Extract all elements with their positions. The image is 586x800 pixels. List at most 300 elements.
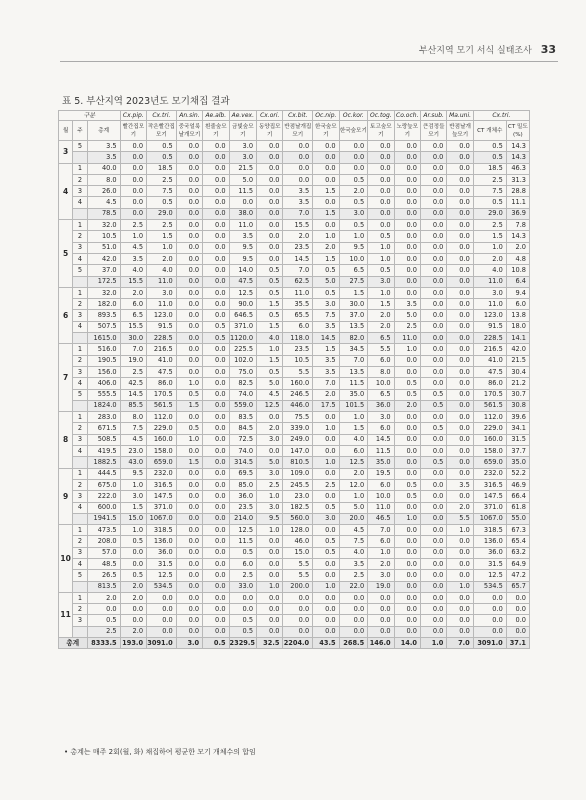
value-cell: 36.0	[473, 547, 506, 558]
value-cell: 2.0	[394, 400, 420, 411]
value-cell: 146.0	[368, 638, 394, 649]
value-cell: 2.0	[120, 581, 146, 592]
value-cell: 17.5	[313, 400, 339, 411]
value-cell: 7.0	[368, 525, 394, 536]
value-cell: 0.0	[203, 265, 229, 276]
value-cell: 0.0	[203, 604, 229, 615]
value-cell: 2329.5	[229, 638, 257, 649]
value-cell: 0.0	[176, 321, 202, 332]
value-cell: 4.0	[339, 547, 368, 558]
value-cell: 12.5	[473, 570, 506, 581]
value-cell: 3.5	[447, 479, 473, 490]
value-cell: 318.5	[473, 525, 506, 536]
site-cell: 2	[73, 231, 87, 242]
value-cell: 0.0	[420, 242, 446, 253]
value-cell: 0.0	[420, 491, 446, 502]
value-cell: 1067.0	[473, 513, 506, 524]
value-cell: 0.0	[313, 174, 339, 185]
total-cell: 172.5	[87, 276, 120, 287]
value-cell: 339.0	[283, 423, 313, 434]
month-subtotal-row	[59, 513, 530, 524]
value-cell: 1.0	[447, 581, 473, 592]
species-kr-header: 반점날개늪모기	[447, 121, 473, 141]
value-cell: 2.0	[506, 242, 529, 253]
value-cell: 1.0	[339, 491, 368, 502]
value-cell: 0.0	[506, 604, 529, 615]
value-cell: 4.0	[147, 265, 177, 276]
value-cell: 7.5	[120, 423, 146, 434]
value-cell: 0.0	[120, 186, 146, 197]
value-cell: 0.0	[203, 558, 229, 569]
table-row	[59, 412, 530, 423]
species-kr-header: 큰검정들모기	[420, 121, 446, 141]
value-cell: 34.1	[506, 423, 529, 434]
table-row	[59, 547, 530, 558]
value-cell: 0.0	[420, 152, 446, 163]
value-cell: 0.5	[120, 570, 146, 581]
subtotal-spacer	[73, 208, 87, 219]
value-cell: 0.0	[176, 220, 202, 231]
value-cell: 1.0	[120, 525, 146, 536]
value-cell: 9.5	[257, 513, 283, 524]
site-cell: 2	[73, 299, 87, 310]
table-row	[59, 197, 530, 208]
value-cell: 0.0	[394, 287, 420, 298]
month-cell: 8	[59, 412, 73, 468]
value-cell: 31.5	[506, 434, 529, 445]
value-cell: 0.5	[368, 231, 394, 242]
value-cell: 0.5	[313, 547, 339, 558]
value-cell: 1.0	[473, 242, 506, 253]
species-sci-header: An.sin.	[176, 111, 202, 121]
site-cell: 1	[73, 412, 87, 423]
value-cell: 3.0	[229, 152, 257, 163]
value-cell: 101.5	[339, 400, 368, 411]
value-cell: 46.5	[368, 513, 394, 524]
value-cell: 47.5	[147, 366, 177, 377]
value-cell: 1.5	[257, 321, 283, 332]
value-cell: 0.0	[257, 231, 283, 242]
value-cell: 0.0	[203, 457, 229, 468]
value-cell: 646.5	[229, 310, 257, 321]
value-cell: 11.5	[229, 536, 257, 547]
total-cell: 182.0	[87, 299, 120, 310]
value-cell: 46.9	[506, 479, 529, 490]
table-row	[59, 287, 530, 298]
value-cell: 36.9	[506, 208, 529, 219]
value-cell: 3091.0	[473, 638, 506, 649]
value-cell: 2.0	[473, 253, 506, 264]
value-cell: 6.4	[506, 276, 529, 287]
value-cell: 0.5	[394, 389, 420, 400]
total-cell: 675.0	[87, 479, 120, 490]
value-cell: 1067.0	[147, 513, 177, 524]
value-cell: 11.1	[506, 197, 529, 208]
site-cell: 1	[73, 592, 87, 603]
value-cell: 19.0	[120, 355, 146, 366]
value-cell: 0.0	[203, 287, 229, 298]
value-cell: 0.0	[203, 253, 229, 264]
value-cell: 0.0	[420, 220, 446, 231]
value-cell: 0.5	[147, 197, 177, 208]
value-cell: 0.0	[147, 626, 177, 637]
value-cell: 0.0	[420, 253, 446, 264]
value-cell: 14.5	[313, 333, 339, 344]
value-cell: 12.0	[339, 479, 368, 490]
value-cell: 74.0	[229, 389, 257, 400]
site-cell: 4	[73, 558, 87, 569]
value-cell: 0.0	[447, 299, 473, 310]
value-cell: 0.0	[394, 208, 420, 219]
value-cell: 0.0	[313, 626, 339, 637]
value-cell: 2.5	[473, 220, 506, 231]
value-cell: 6.0	[229, 558, 257, 569]
site-cell: 5	[73, 570, 87, 581]
value-cell: 112.0	[473, 412, 506, 423]
value-cell: 3.5	[394, 299, 420, 310]
value-cell: 36.0	[229, 491, 257, 502]
value-cell: 82.0	[339, 333, 368, 344]
value-cell: 147.0	[283, 446, 313, 457]
value-cell: 0.0	[394, 253, 420, 264]
month-cell: 7	[59, 344, 73, 412]
value-cell: 37.0	[339, 310, 368, 321]
table-row	[59, 423, 530, 434]
table-row	[59, 615, 530, 626]
value-cell: 0.0	[420, 525, 446, 536]
total-cell: 3.5	[87, 141, 120, 152]
value-cell: 35.0	[339, 389, 368, 400]
value-cell: 0.0	[313, 615, 339, 626]
site-cell: 3	[73, 366, 87, 377]
value-cell: 160.0	[283, 378, 313, 389]
value-cell: 128.0	[283, 525, 313, 536]
value-cell: 0.5	[176, 389, 202, 400]
total-cell: 555.5	[87, 389, 120, 400]
value-cell: 0.5	[339, 174, 368, 185]
value-cell: 15.0	[120, 513, 146, 524]
value-cell: 1.0	[368, 547, 394, 558]
value-cell: 2.0	[368, 310, 394, 321]
value-cell: 0.0	[394, 423, 420, 434]
site-cell: 3	[73, 434, 87, 445]
value-cell: 0.0	[257, 197, 283, 208]
value-cell: 0.5	[420, 423, 446, 434]
value-cell: 12.5	[257, 400, 283, 411]
page-header	[419, 43, 556, 56]
value-cell: 85.0	[229, 479, 257, 490]
subtotal-spacer	[73, 581, 87, 592]
value-cell: 0.0	[447, 321, 473, 332]
value-cell: 0.0	[447, 174, 473, 185]
value-cell: 0.0	[420, 208, 446, 219]
value-cell: 15.5	[283, 220, 313, 231]
value-cell: 2.0	[339, 186, 368, 197]
value-cell: 7.0	[339, 355, 368, 366]
value-cell: 2.5	[473, 174, 506, 185]
month-header: 월	[59, 121, 73, 141]
value-cell: 7.5	[339, 536, 368, 547]
value-cell: 1.0	[120, 479, 146, 490]
value-cell: 0.0	[203, 366, 229, 377]
value-cell: 1.5	[313, 208, 339, 219]
total-cell: 600.0	[87, 502, 120, 513]
value-cell: 5.5	[368, 344, 394, 355]
value-cell: 3.5	[283, 186, 313, 197]
value-cell: 0.0	[203, 400, 229, 411]
value-cell: 1.5	[339, 287, 368, 298]
value-cell: 0.0	[368, 592, 394, 603]
month-subtotal-row	[59, 208, 530, 219]
value-cell: 0.0	[394, 525, 420, 536]
value-cell: 1.5	[313, 253, 339, 264]
value-cell: 21.5	[506, 355, 529, 366]
value-cell: 7.8	[506, 220, 529, 231]
ct-header: CT 개체수	[473, 121, 506, 141]
value-cell: 1.0	[394, 344, 420, 355]
value-cell: 0.0	[313, 468, 339, 479]
value-cell: 0.0	[203, 276, 229, 287]
species-sci-header: Ae.vex.	[229, 111, 257, 121]
value-cell: 0.0	[368, 208, 394, 219]
value-cell: 0.0	[447, 355, 473, 366]
value-cell: 0.5	[257, 310, 283, 321]
value-cell: 0.0	[447, 265, 473, 276]
value-cell: 84.5	[229, 423, 257, 434]
value-cell: 5.0	[229, 174, 257, 185]
footnote: • 총계는 매주 2회(월, 화) 채집하여 평균한 모기 개체수의 합임	[64, 748, 256, 756]
value-cell: 0.0	[283, 163, 313, 174]
value-cell: 2.0	[313, 242, 339, 253]
value-cell: 2.0	[313, 389, 339, 400]
value-cell: 0.0	[420, 174, 446, 185]
value-cell: 0.0	[447, 220, 473, 231]
site-cell: 2	[73, 423, 87, 434]
value-cell: 0.0	[176, 242, 202, 253]
value-cell: 1.0	[368, 242, 394, 253]
value-cell: 0.0	[420, 581, 446, 592]
total-cell: 222.0	[87, 491, 120, 502]
value-cell: 14.0	[394, 638, 420, 649]
total-cell: 0.0	[87, 604, 120, 615]
value-cell: 1.0	[147, 242, 177, 253]
value-cell: 0.0	[368, 174, 394, 185]
value-cell: 0.0	[473, 615, 506, 626]
value-cell: 1.0	[368, 253, 394, 264]
value-cell: 2.0	[257, 423, 283, 434]
value-cell: 0.0	[203, 412, 229, 423]
value-cell: 1.0	[313, 231, 339, 242]
value-cell: 10.8	[506, 265, 529, 276]
species-sci-header: Cx.tri.	[147, 111, 177, 121]
value-cell: 0.0	[203, 513, 229, 524]
value-cell: 0.0	[420, 558, 446, 569]
table-row	[59, 299, 530, 310]
total-cell: 406.0	[87, 378, 120, 389]
header-row-korean	[59, 121, 530, 141]
value-cell: 560.0	[283, 513, 313, 524]
value-cell: 5.0	[257, 378, 283, 389]
value-cell: 35.5	[283, 299, 313, 310]
value-cell: 0.0	[339, 604, 368, 615]
value-cell: 0.0	[447, 457, 473, 468]
month-cell: 4	[59, 163, 73, 219]
value-cell: 0.0	[176, 299, 202, 310]
value-cell: 0.0	[368, 220, 394, 231]
value-cell: 0.0	[420, 333, 446, 344]
value-cell: 0.5	[394, 378, 420, 389]
value-cell: 0.0	[257, 208, 283, 219]
value-cell: 0.0	[257, 253, 283, 264]
value-cell: 8.0	[368, 366, 394, 377]
site-cell: 2	[73, 604, 87, 615]
species-sci-header: Oc.kor.	[339, 111, 368, 121]
value-cell: 0.0	[257, 536, 283, 547]
value-cell: 0.0	[420, 547, 446, 558]
value-cell: 0.0	[368, 163, 394, 174]
value-cell: 14.3	[506, 231, 529, 242]
month-subtotal-row	[59, 400, 530, 411]
value-cell: 0.0	[176, 208, 202, 219]
value-cell: 4.0	[473, 265, 506, 276]
value-cell: 0.0	[176, 536, 202, 547]
value-cell: 4.5	[120, 434, 146, 445]
value-cell: 67.3	[506, 525, 529, 536]
value-cell: 0.0	[368, 186, 394, 197]
value-cell: 2.0	[120, 287, 146, 298]
value-cell: 0.5	[420, 389, 446, 400]
value-cell: 91.5	[473, 321, 506, 332]
value-cell: 0.0	[120, 547, 146, 558]
value-cell: 2.0	[147, 253, 177, 264]
value-cell: 0.0	[394, 558, 420, 569]
site-cell: 4	[73, 502, 87, 513]
site-cell: 3	[73, 547, 87, 558]
value-cell: 7.5	[147, 186, 177, 197]
value-cell: 0.0	[339, 615, 368, 626]
site-cell: 4	[73, 378, 87, 389]
total-cell: 671.5	[87, 423, 120, 434]
value-cell: 268.5	[339, 638, 368, 649]
species-kr-header: 중국얼룩날개모기	[176, 121, 202, 141]
value-cell: 0.5	[229, 626, 257, 637]
value-cell: 0.0	[447, 333, 473, 344]
site-cell: 2	[73, 479, 87, 490]
species-sci-header: Ae.alb.	[203, 111, 229, 121]
total-cell: 10.5	[87, 231, 120, 242]
value-cell: 0.0	[176, 626, 202, 637]
value-cell: 147.5	[147, 491, 177, 502]
value-cell: 0.0	[313, 446, 339, 457]
total-cell: 1941.5	[87, 513, 120, 524]
value-cell: 1120.0	[229, 333, 257, 344]
table-row	[59, 186, 530, 197]
value-cell: 1.0	[420, 638, 446, 649]
value-cell: 0.0	[394, 231, 420, 242]
value-cell: 0.0	[420, 299, 446, 310]
value-cell: 37.1	[506, 638, 529, 649]
value-cell: 46.3	[506, 163, 529, 174]
value-cell: 3.0	[257, 468, 283, 479]
value-cell: 0.0	[420, 378, 446, 389]
value-cell: 6.5	[339, 265, 368, 276]
value-cell: 0.0	[447, 434, 473, 445]
value-cell: 0.0	[120, 558, 146, 569]
value-cell: 810.5	[283, 457, 313, 468]
value-cell: 246.5	[283, 389, 313, 400]
value-cell: 0.0	[394, 366, 420, 377]
value-cell: 9.5	[339, 242, 368, 253]
value-cell: 0.0	[176, 615, 202, 626]
value-cell: 36.0	[368, 400, 394, 411]
value-cell: 0.0	[447, 366, 473, 377]
value-cell: 13.5	[339, 321, 368, 332]
value-cell: 0.0	[176, 231, 202, 242]
value-cell: 0.0	[120, 197, 146, 208]
value-cell: 2.5	[257, 479, 283, 490]
site-cell: 1	[73, 163, 87, 174]
total-cell: 2.5	[87, 626, 120, 637]
value-cell: 0.0	[420, 141, 446, 152]
value-cell: 91.5	[147, 321, 177, 332]
value-cell: 19.5	[368, 468, 394, 479]
value-cell: 0.0	[176, 468, 202, 479]
value-cell: 23.5	[283, 344, 313, 355]
value-cell: 0.0	[447, 242, 473, 253]
value-cell: 1.5	[313, 186, 339, 197]
site-cell: 5	[73, 389, 87, 400]
value-cell: 7.0	[283, 208, 313, 219]
value-cell: 0.0	[447, 446, 473, 457]
value-cell: 0.0	[394, 547, 420, 558]
value-cell: 33.0	[229, 581, 257, 592]
value-cell: 21.2	[506, 378, 529, 389]
value-cell: 316.5	[473, 479, 506, 490]
value-cell: 1.5	[176, 457, 202, 468]
value-cell: 0.0	[447, 626, 473, 637]
value-cell: 36.0	[147, 547, 177, 558]
total-cell: 32.0	[87, 287, 120, 298]
value-cell: 6.0	[368, 423, 394, 434]
value-cell: 0.0	[447, 400, 473, 411]
value-cell: 0.5	[420, 400, 446, 411]
value-cell: 39.6	[506, 412, 529, 423]
value-cell: 0.0	[447, 163, 473, 174]
value-cell: 0.0	[283, 604, 313, 615]
value-cell: 29.0	[473, 208, 506, 219]
site-cell: 1	[73, 525, 87, 536]
value-cell: 1.0	[313, 457, 339, 468]
value-cell: 2.0	[339, 468, 368, 479]
value-cell: 0.5	[473, 152, 506, 163]
value-cell: 0.0	[394, 355, 420, 366]
value-cell: 0.0	[339, 163, 368, 174]
total-cell: 893.5	[87, 310, 120, 321]
value-cell: 3.5	[120, 253, 146, 264]
value-cell: 0.0	[203, 389, 229, 400]
species-sci-header: Ar.sub.	[420, 111, 446, 121]
total-cell: 26.0	[87, 186, 120, 197]
value-cell: 15.5	[120, 276, 146, 287]
value-cell: 561.5	[473, 400, 506, 411]
value-cell: 0.0	[447, 344, 473, 355]
value-cell: 4.5	[257, 389, 283, 400]
species-sci-header: Co.och.	[396, 112, 419, 119]
value-cell: 0.0	[176, 570, 202, 581]
value-cell: 3.5	[229, 231, 257, 242]
value-cell: 0.0	[176, 310, 202, 321]
site-cell: 2	[73, 536, 87, 547]
